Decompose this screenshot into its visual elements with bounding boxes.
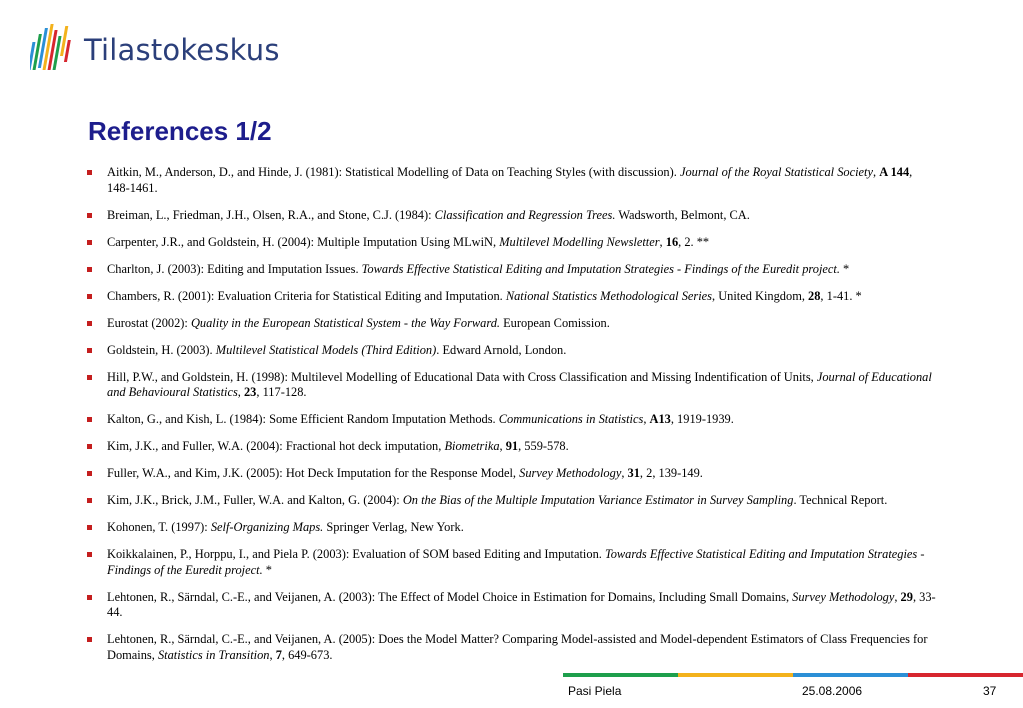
reference-text: Koikkalainen, P., Horppu, I., and Piela P. (2003): Evaluation of SOM based Editing and Imputation. (107, 547, 605, 561)
brand-logo (30, 22, 290, 82)
reference-volume: 28 (808, 288, 821, 303)
reference-text: , 148-1461. (107, 165, 913, 195)
reference-text: , (621, 466, 628, 480)
reference-text: , United Kingdom, (712, 288, 809, 303)
reference-source: Statistics in Transition (157, 647, 270, 662)
reference-text: , (643, 412, 650, 426)
reference-text: , (269, 647, 276, 662)
reference-text: * (262, 562, 272, 577)
reference-source: Multilevel Modelling Newsletter (499, 234, 660, 249)
reference-source: Journal of Educational and Behavioural Statistics (107, 369, 932, 399)
reference-source: Communications in Statistics (498, 412, 644, 426)
reference-volume: A 144 (879, 165, 910, 179)
reference-volume: 7 (275, 647, 282, 662)
reference-text: , 1-41. * (820, 288, 862, 303)
tilastokeskus-logo-icon (30, 22, 76, 80)
reference-item (87, 262, 937, 278)
reference-text: Kim, J.K., and Fuller, W.A. (2004): Fractional hot deck imputation, (107, 439, 445, 453)
reference-item (87, 632, 937, 663)
reference-source: Towards Effective Statistical Editing and Imputation Strategies - Findings of the Euredit project. (107, 547, 925, 577)
reference-text: Chambers, R. (2001): Evaluation Criteria for Statistical Editing and Imputation. (107, 288, 506, 303)
reference-text: Breiman, L., Friedman, J.H., Olsen, R.A., and Stone, C.J. (1984): (107, 207, 435, 222)
reference-text: Springer Verlag, New York. (323, 520, 464, 534)
reference-item (87, 520, 937, 536)
footer-bar-segment (563, 673, 678, 677)
reference-source: Biometrika (444, 439, 500, 453)
reference-text: Lehtonen, R., Särndal, C.-E., and Veijanen, A. (2003): The Effect of Model Choice in Estimation for Domains, Including Small Domains, (107, 589, 793, 604)
reference-text: European Comission. (500, 315, 610, 330)
reference-text: * (839, 261, 850, 276)
reference-text: , (873, 165, 880, 179)
reference-source: Self-Organizing Maps. (210, 520, 324, 534)
reference-text: Carpenter, J.R., and Goldstein, H. (2004): Multiple Imputation Using MLwiN, (107, 234, 500, 249)
footer-page-number: 37 (983, 684, 997, 698)
footer-bar-segment (793, 673, 908, 677)
page-title: References 1/2 (88, 116, 272, 146)
footer-date: 25.08.2006 (802, 684, 863, 698)
brand-name: Tilastokeskus (84, 33, 280, 67)
reference-item (87, 289, 937, 305)
reference-text: , 2, 139-149. (639, 466, 703, 480)
reference-text: , 559-578. (518, 439, 569, 453)
reference-item (87, 590, 937, 621)
reference-volume: 16 (665, 234, 679, 249)
reference-text: Kalton, G., and Kish, L. (1984): Some Efficient Random Imputation Methods. (107, 412, 499, 426)
reference-item (87, 439, 937, 455)
reference-volume: 23 (243, 385, 257, 399)
reference-item (87, 165, 937, 196)
footer-bar-segment (678, 673, 793, 677)
reference-source: Survey Methodology (792, 589, 895, 604)
reference-text: . Technical Report. (793, 493, 888, 507)
reference-source: Survey Methodology (519, 466, 622, 480)
reference-text: , 1919-1939. (670, 412, 734, 426)
reference-source: Multilevel Statistical Models (Third Edition) (215, 342, 437, 357)
reference-text: Charlton, J. (2003): Editing and Imputation Issues. (107, 261, 362, 276)
reference-text: . Edward Arnold, London. (436, 342, 567, 357)
reference-text: Kim, J.K., Brick, J.M., Fuller, W.A. and Kalton, G. (2004): (107, 493, 403, 507)
reference-text: , (499, 439, 506, 453)
reference-text: , 649-673. (281, 647, 333, 662)
reference-item (87, 316, 937, 332)
reference-text: , (894, 589, 901, 604)
reference-text: Hill, P.W., and Goldstein, H. (1998): Multilevel Modelling of Educational Data with Cross Classification and Missing Indentification of Units, (107, 369, 817, 384)
reference-volume: A13 (649, 412, 671, 426)
reference-item (87, 370, 937, 401)
reference-volume: 31 (627, 466, 640, 480)
reference-text: , (237, 385, 244, 399)
footer-author: Pasi Piela (568, 684, 622, 698)
reference-text: Wadsworth, Belmont, CA. (615, 207, 750, 222)
reference-item (87, 547, 937, 578)
reference-item (87, 412, 937, 428)
reference-text: , (659, 234, 666, 249)
reference-source: National Statistics Methodological Series (505, 288, 712, 303)
footer-color-bar (563, 673, 1023, 677)
reference-text: Lehtonen, R., Särndal, C.-E., and Veijanen, A. (2005): Does the Model Matter? Comparing Model-assisted and Model-dependent Estimators of Class Frequencies for Domains, (107, 632, 928, 662)
reference-source: Quality in the European Statistical System - the Way Forward. (190, 315, 501, 330)
reference-text: , 117-128. (256, 385, 307, 399)
reference-text: Eurostat (2002): (107, 315, 191, 330)
reference-list (87, 165, 937, 675)
reference-text: Kohonen, T. (1997): (107, 520, 211, 534)
reference-text: , 33-44. (107, 589, 936, 619)
reference-source: Journal of the Royal Statistical Society (679, 165, 874, 179)
reference-text: , 2. ** (678, 234, 710, 249)
reference-text: Fuller, W.A., and Kim, J.K. (2005): Hot Deck Imputation for the Response Model, (107, 466, 520, 480)
reference-text: Goldstein, H. (2003). (107, 342, 216, 357)
reference-volume: 91 (505, 439, 519, 453)
reference-source: On the Bias of the Multiple Imputation Variance Estimator in Survey Sampling (402, 493, 794, 507)
reference-item (87, 466, 937, 482)
reference-volume: 29 (900, 589, 913, 604)
footer-bar-segment (908, 673, 1023, 677)
reference-item (87, 493, 937, 509)
reference-item (87, 235, 937, 251)
reference-text: Aitkin, M., Anderson, D., and Hinde, J. (1981): Statistical Modelling of Data on Teaching Styles (with discussion). (107, 165, 680, 179)
reference-item (87, 208, 937, 224)
reference-source: Towards Effective Statistical Editing and Imputation Strategies - Findings of the Euredit project. (361, 261, 840, 276)
reference-item (87, 343, 937, 359)
reference-source: Classification and Regression Trees. (434, 207, 616, 222)
